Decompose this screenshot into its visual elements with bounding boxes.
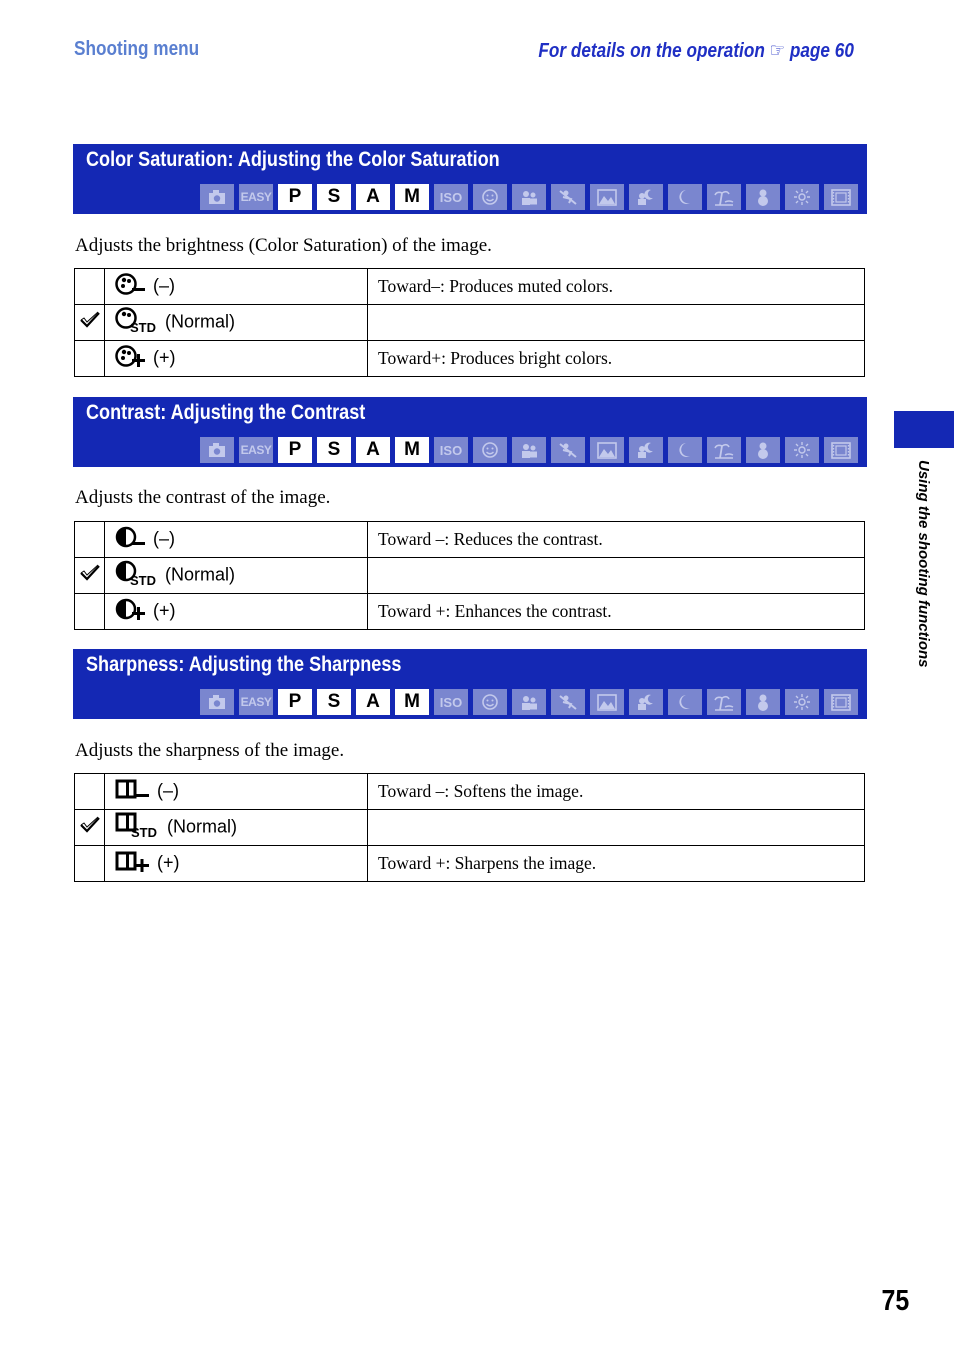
mode-twilight-portrait-icon <box>629 184 663 210</box>
option-description: Toward +: Sharpens the image. <box>368 846 865 882</box>
contrast-plus-icon <box>115 597 147 626</box>
color-saturation-section <box>73 144 867 214</box>
mode-sports-icon <box>551 184 585 210</box>
mode-iso: ISO <box>434 184 468 210</box>
mode-movie-icon <box>824 184 858 210</box>
landscape-icon <box>596 692 618 712</box>
mode-beach-icon <box>707 689 741 715</box>
smile-icon <box>479 692 501 712</box>
table-row[interactable] <box>75 810 865 846</box>
option-description: Toward +: Enhances the contrast. <box>368 594 865 630</box>
option-description <box>368 558 865 594</box>
smile-icon <box>479 187 501 207</box>
snow-icon <box>752 692 774 712</box>
camera-icon <box>206 440 228 460</box>
mode-smile-icon <box>473 184 507 210</box>
page-number: 75 <box>881 1285 909 1317</box>
check-mark-icon <box>79 816 101 834</box>
chapter-side-tab <box>894 411 954 448</box>
mode-a: A <box>356 184 390 210</box>
section-title-bar <box>73 397 867 467</box>
twilight-icon <box>674 440 696 460</box>
mode-camera-icon <box>200 437 234 463</box>
mode-landscape-icon <box>590 184 624 210</box>
mode-easy: EASY <box>239 437 273 463</box>
section-description: Adjusts the sharpness of the image. <box>75 740 345 761</box>
camera-icon <box>206 187 228 207</box>
fireworks-icon <box>791 692 813 712</box>
mode-fireworks-icon <box>785 437 819 463</box>
beach-icon <box>713 692 735 712</box>
mode-movie-icon <box>824 689 858 715</box>
movie-icon <box>830 692 852 712</box>
fireworks-icon <box>791 440 813 460</box>
section-title-bar <box>73 649 867 719</box>
default-check-cell <box>75 846 105 882</box>
mode-smile-icon <box>473 689 507 715</box>
option-cell <box>105 305 368 341</box>
option-label: (Normal) <box>165 564 235 585</box>
svg-text:STD: STD <box>130 573 156 586</box>
options-table <box>74 521 865 630</box>
option-cell <box>105 846 368 882</box>
saturation-plus-icon <box>115 344 147 373</box>
check-mark-icon <box>79 564 101 582</box>
table-row[interactable] <box>75 558 865 594</box>
sharpness-std-icon <box>115 812 161 843</box>
reference-page: page 60 <box>789 40 854 62</box>
saturation-std-icon <box>115 307 159 338</box>
section-title: Contrast: Adjusting the Contrast <box>86 401 366 424</box>
option-cell <box>105 269 368 305</box>
sports-icon <box>557 187 579 207</box>
sports-icon <box>557 692 579 712</box>
smile-icon <box>479 440 501 460</box>
option-label: (+) <box>153 600 176 621</box>
mode-iso: ISO <box>434 689 468 715</box>
mode-m: M <box>395 184 429 210</box>
table-row[interactable] <box>75 594 865 630</box>
table-row[interactable] <box>75 522 865 558</box>
mode-easy: EASY <box>239 689 273 715</box>
sharpness-section <box>73 649 867 719</box>
landscape-icon <box>596 187 618 207</box>
mode-strip <box>200 184 863 210</box>
mode-a: A <box>356 437 390 463</box>
pointing-hand-icon: ☞ <box>769 40 786 62</box>
chapter-side-label-text: Using the shooting functions <box>915 460 932 668</box>
option-description: Toward–: Produces muted colors. <box>368 269 865 305</box>
mode-s: S <box>317 689 351 715</box>
mode-easy: EASY <box>239 184 273 210</box>
sports-icon <box>557 440 579 460</box>
default-check-cell <box>75 810 105 846</box>
portrait-icon <box>518 187 540 207</box>
twilight-portrait-icon <box>635 692 657 712</box>
table-row[interactable] <box>75 341 865 377</box>
sharpness-plus-icon <box>115 849 151 878</box>
fireworks-icon <box>791 187 813 207</box>
mode-portrait-icon <box>512 689 546 715</box>
default-check-cell <box>75 341 105 377</box>
chapter-side-label <box>912 460 932 700</box>
section-title: Color Saturation: Adjusting the Color Saturation <box>86 148 500 171</box>
default-check-cell <box>75 774 105 810</box>
section-description: Adjusts the brightness (Color Saturation) of the image. <box>75 235 492 256</box>
twilight-portrait-icon <box>635 187 657 207</box>
mode-a: A <box>356 689 390 715</box>
beach-icon <box>713 440 735 460</box>
mode-camera-icon <box>200 689 234 715</box>
beach-icon <box>713 187 735 207</box>
mode-portrait-icon <box>512 437 546 463</box>
snow-icon <box>752 187 774 207</box>
option-label: (–) <box>157 780 179 801</box>
mode-strip <box>200 437 863 463</box>
camera-icon <box>206 692 228 712</box>
option-description <box>368 810 865 846</box>
default-check-cell <box>75 558 105 594</box>
mode-twilight-icon <box>668 184 702 210</box>
mode-smile-icon <box>473 437 507 463</box>
mode-fireworks-icon <box>785 184 819 210</box>
contrast-minus-icon <box>115 525 147 554</box>
mode-twilight-icon <box>668 437 702 463</box>
option-label: (+) <box>157 852 180 873</box>
mode-snow-icon <box>746 184 780 210</box>
mode-s: S <box>317 184 351 210</box>
contrast-section <box>73 397 867 467</box>
default-check-cell <box>75 594 105 630</box>
default-check-cell <box>75 269 105 305</box>
contrast-std-icon <box>115 560 159 591</box>
sharpness-minus-icon <box>115 777 151 806</box>
portrait-icon <box>518 440 540 460</box>
snow-icon <box>752 440 774 460</box>
table-row[interactable] <box>75 269 865 305</box>
options-table <box>74 773 865 882</box>
mode-m: M <box>395 689 429 715</box>
mode-sports-icon <box>551 689 585 715</box>
mode-strip <box>200 689 863 715</box>
portrait-icon <box>518 692 540 712</box>
mode-twilight-portrait-icon <box>629 689 663 715</box>
mode-sports-icon <box>551 437 585 463</box>
mode-p: P <box>278 184 312 210</box>
running-header-reference <box>538 38 854 63</box>
mode-twilight-portrait-icon <box>629 437 663 463</box>
check-mark-icon <box>79 311 101 329</box>
mode-landscape-icon <box>590 437 624 463</box>
mode-beach-icon <box>707 437 741 463</box>
mode-snow-icon <box>746 437 780 463</box>
default-check-cell <box>75 522 105 558</box>
movie-icon <box>830 440 852 460</box>
section-title: Sharpness: Adjusting the Sharpness <box>86 653 402 676</box>
option-label: (Normal) <box>165 311 235 332</box>
section-title-bar <box>73 144 867 214</box>
landscape-icon <box>596 440 618 460</box>
option-label: (–) <box>153 275 175 296</box>
default-check-cell <box>75 305 105 341</box>
option-description: Toward –: Softens the image. <box>368 774 865 810</box>
twilight-portrait-icon <box>635 440 657 460</box>
section-description: Adjusts the contrast of the image. <box>75 487 331 508</box>
options-table <box>74 268 865 377</box>
option-description: Toward –: Reduces the contrast. <box>368 522 865 558</box>
mode-s: S <box>317 437 351 463</box>
option-cell <box>105 594 368 630</box>
mode-fireworks-icon <box>785 689 819 715</box>
mode-landscape-icon <box>590 689 624 715</box>
movie-icon <box>830 187 852 207</box>
option-cell <box>105 341 368 377</box>
mode-iso: ISO <box>434 437 468 463</box>
reference-prefix: For details on the operation <box>538 40 765 62</box>
table-row[interactable] <box>75 305 865 341</box>
mode-movie-icon <box>824 437 858 463</box>
table-row[interactable] <box>75 846 865 882</box>
saturation-minus-icon <box>115 272 147 301</box>
running-header-section: Shooting menu <box>74 38 200 60</box>
twilight-icon <box>674 187 696 207</box>
mode-snow-icon <box>746 689 780 715</box>
option-description <box>368 305 865 341</box>
svg-text:STD: STD <box>131 825 157 838</box>
table-row[interactable] <box>75 774 865 810</box>
option-cell <box>105 774 368 810</box>
option-description: Toward+: Produces bright colors. <box>368 341 865 377</box>
mode-p: P <box>278 689 312 715</box>
mode-camera-icon <box>200 184 234 210</box>
option-cell <box>105 558 368 594</box>
svg-text:STD: STD <box>130 320 156 333</box>
mode-p: P <box>278 437 312 463</box>
mode-twilight-icon <box>668 689 702 715</box>
option-label: (+) <box>153 347 176 368</box>
mode-beach-icon <box>707 184 741 210</box>
twilight-icon <box>674 692 696 712</box>
option-label: (Normal) <box>167 816 237 837</box>
option-cell <box>105 810 368 846</box>
mode-portrait-icon <box>512 184 546 210</box>
option-cell <box>105 522 368 558</box>
mode-m: M <box>395 437 429 463</box>
option-label: (–) <box>153 528 175 549</box>
